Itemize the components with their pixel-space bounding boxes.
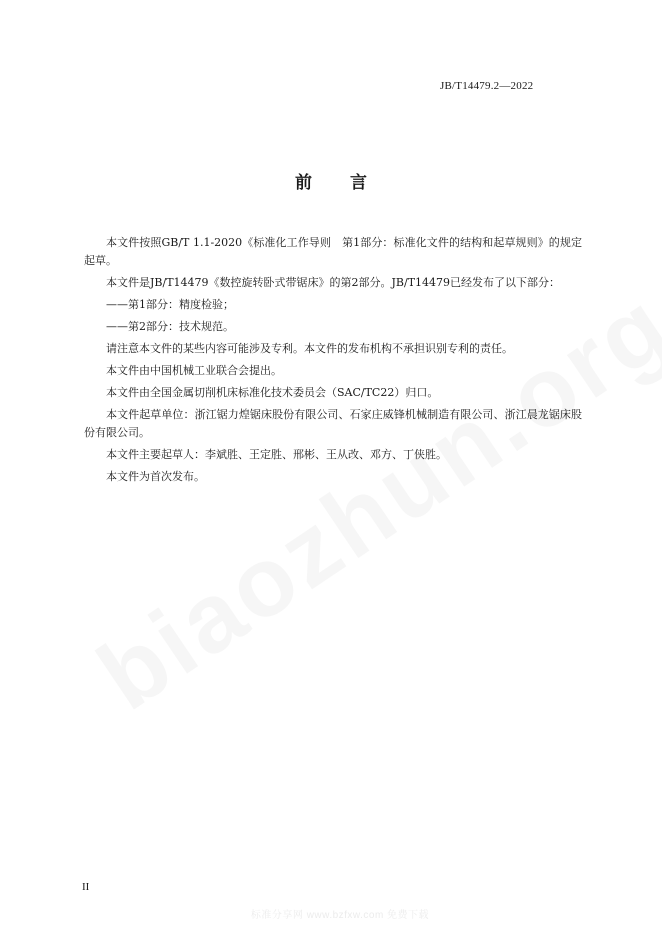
list-item: ——第1部分：精度检验； [106,298,234,311]
page-number: II [82,881,90,893]
paragraph-drafting-units: 本文件起草单位：浙江锯力煌锯床股份有限公司、石家庄威锋机械制造有限公司、浙江晨龙锯床股份有限公司。 [84,408,582,439]
paragraph-responsible-body: 本文件由全国金属切削机床标准化技术委员会（SAC/TC22）归口。 [106,386,439,399]
paragraph-part-info: 本文件是JB/T14479《数控旋转卧式带锯床》的第2部分。JB/T14479已经发布了以下部分： [106,276,561,289]
paragraph-drafters: 本文件主要起草人：李斌胜、王定胜、邢彬、王从改、邓方、丁侠胜。 [106,448,447,461]
document-body [84,234,582,490]
footer-note: 标准分享网 www.bzfxw.com 免费下载 [250,910,430,921]
page-title: 前言 [295,173,405,193]
paragraph-drafting-rules: 本文件按照GB/T 1.1-2020《标准化工作导则 第1部分：标准化文件的结构和起草规则》的规定起草。 [84,236,582,267]
paragraph-proposed-by: 本文件由中国机械工业联合会提出。 [106,364,282,377]
paragraph-first-release: 本文件为首次发布。 [106,470,205,483]
paragraph-patent-notice: 请注意本文件的某些内容可能涉及专利。本文件的发布机构不承担识别专利的责任。 [106,342,513,355]
document-number: JB/T14479.2—2022 [440,80,534,92]
list-item: ——第2部分：技术规范。 [106,320,234,333]
